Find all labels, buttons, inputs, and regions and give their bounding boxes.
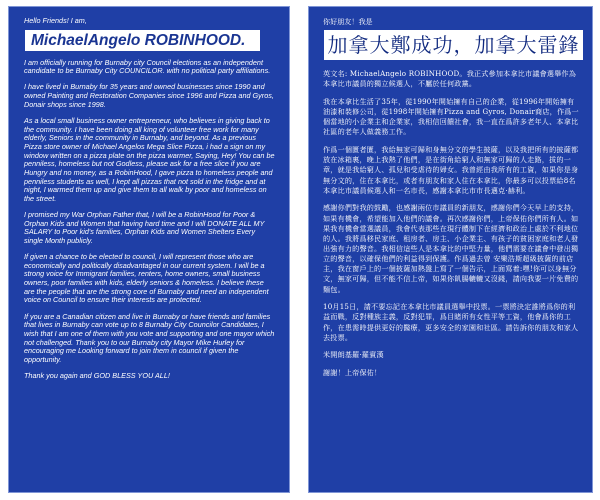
english-paragraph: I promised my War Orphan Father that, I will be a RobinHood for Poor & Orphan Kids and Women that having hard time and I will DONATE ALL MY SALARY to Poor kid's families, Orphan Kids and Women Shelters Every single Month publicly. [24,210,265,245]
english-paragraph: If given a chance to be elected to council, I will represent those who are economically and politically disadvantaged in our current system. I will be a strong voice for Immigrant families, renters, home owners, small business owners, poor families with kids, elderly seniors & homeless. I believe these are the people that are the strong core of Burnaby and need an independent voice on Council to ensure their interests are protected. [24,252,269,305]
english-closing: Thank you again and GOD BLESS YOU ALL! [24,371,170,380]
chinese-paragraph: 我在本拿比生活了35年，從1990年開始擁有自己的企業，從1996年開始擁有油漆和裝修公司，從1998年開始擁有Pizza and Gyros, Donair商店，作爲一個當地的小企業主和企業家，我相信回饋社會，我一直在爲許多老年人、本拿比社區的老年人做義務工作。 [323,96,579,137]
chinese-closing: 謝謝！上帝保佑！ [323,368,382,378]
chinese-paragraph: 10月15日，請不要忘記在本拿比市議員選舉中投票。一票將決定誰將爲你的利益而戰，反對種族主義，反對犯罪，爲目睹所有女性平等工資，他會爲你的工作，在患需時提供更好的醫療，更多安全的家園和社區。請告訴你的朋友和家人去投票。 [323,302,579,342]
english-paragraph: As a local small business owner entrepreneur, who believes in giving back to the community. I have been doing all king of volunteer free work for many elderly, Seniors in the community in Burnaby, and beyond. As a previous Pizza store owner of Michael Angelos Mega Slice Pizza, i had a sign on my window written on a pizza plate on the pizza warmer, Saying, Hey! You can be penniless, homeless but not Godless, please ask for a free slice if you are Hungry and no money, as a RobinHood, I gave pizza to homeless people and penniless students as well, I kept all pizzas that not sold in the fridge and at night, I warmed them up and give them to all walk by poor and homeless on the street. [24,115,275,203]
english-title: MichaelAngelo ROBINHOOD. [25,30,260,51]
chinese-panel [308,6,593,493]
english-paragraph: I have lived in Burnaby for 35 years and owned businesses since 1990 and owned Painting and Restoration Companies since 1996 and Pizza and Gyros, Donair shops since 1998. [24,82,274,109]
chinese-paragraph: 英文名: MichaelAngelo ROBINHOOD。我正式參加本拿比市議會選舉作為本拿比市議員的獨立候選人，不屬於任何政黨。 [323,69,577,89]
chinese-signature: 米開朗基羅·羅賓漢 [323,350,384,360]
english-panel [8,6,290,493]
chinese-greeting: 你好朋友！我是 [323,17,373,26]
chinese-paragraph: 作爲一個匱者匱，我給無家可歸和身無分文的學生披薩，以及我把所有的披薩都放在冰箱裏，晚上我熱了他們，是在街角給窮人和無家可歸的人走路，拔的一章，就是我給窮人、孤兒和受虐待的婦女。我曾經由我所有的工資，如果你是身無分文的，住在本拿比，或者有朋友和家人住在本拿比，你最多可以投票給8名本拿比市議員候選人和一名市長，感謝本拿比市市長邁克·赫利。 [323,145,579,195]
chinese-paragraph: 感謝你們對我的鼓勵，也感謝兩位市議員的新朋友，感謝你們今天早上的支持，如果有機會，希望能加入他們的議會。再次感謝你們，上帝保佑你們所有人。如果我有機會當選議員，我會代表那些在現行體制下在經濟和政治上處於不利地位的人。我將爲移民家庭、租房者、房主、小企業主、有孩子的貧困家庭和老人發出強有力的聲音。我相信這些人是本拿比的中堅力量，他們需要在議會中發出獨立的聲音，以確保他們的利益得到保護。作爲過去曾 安樂浩斯超級披薩的前店主，我在窗戶上的一個披薩加熱盤上寫了一個告示，上面寫着:嘿!你可以身無分文，無家可歸，但不能不信上帝，如果你飢腸轆轆又沒錢，請向我要一片免費的麵包。 [323,203,579,294]
english-paragraph: If you are a Canadian citizen and live in Burnaby or have friends and families that lives in Burnaby can vote up to 8 Burnaby City Councilor Candidates, I wish that I am one of them with you vote and supporting and one mayor which not challenged. Thank you to our Burnaby city Mayor Mike Hurley for encouraging me Looking forward to join them in council if given the opportunity. [24,311,275,364]
chinese-title: 加拿大鄭成功，加拿大雷鋒 [324,30,583,60]
english-paragraph: I am officially running for Burnaby city Council elections as an independent candidate to be Burnaby City COUNCILOR. with no political party affiliations. [24,57,271,76]
english-greeting: Hello Friends! I am, [24,16,87,25]
